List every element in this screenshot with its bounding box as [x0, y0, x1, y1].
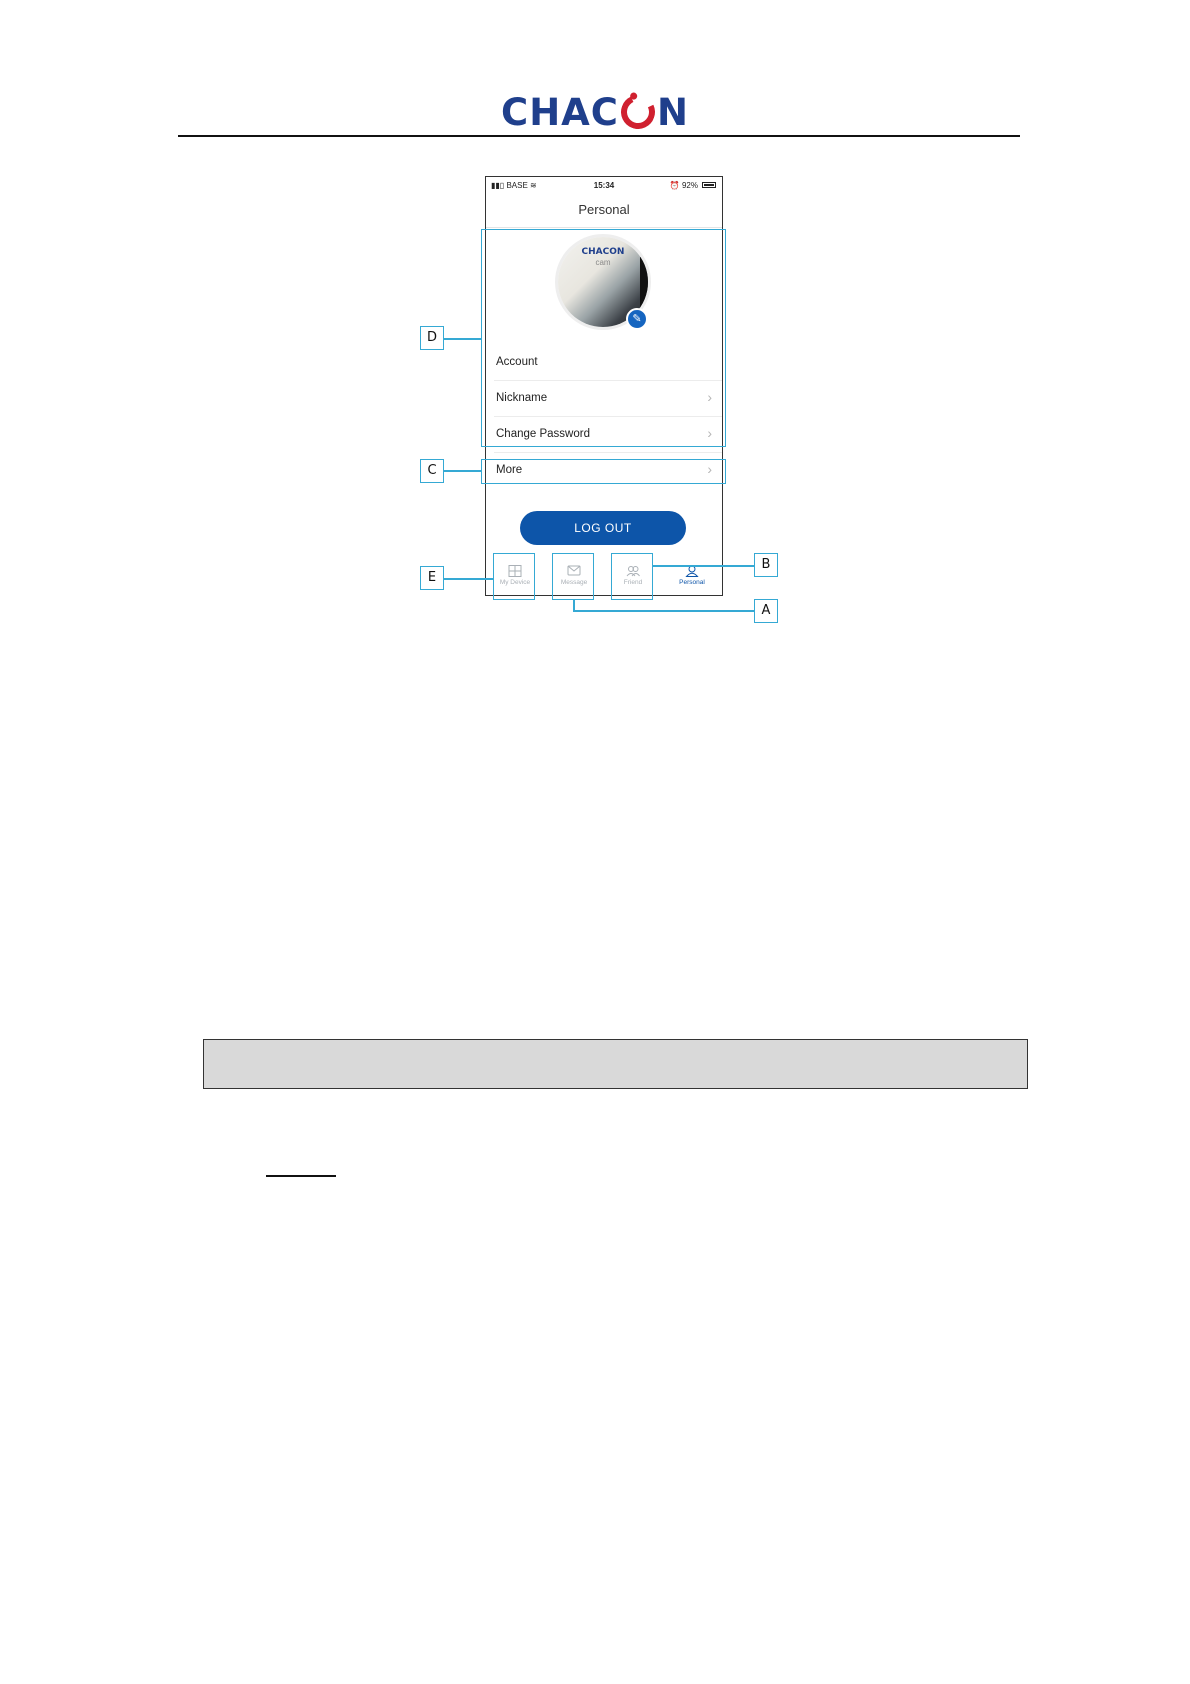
chevron-right-icon: › — [707, 425, 712, 441]
callout-a: A — [754, 599, 778, 623]
chevron-right-icon: › — [707, 461, 712, 477]
highlight-a — [552, 553, 594, 600]
more-label: More — [496, 464, 523, 476]
status-bar — [486, 177, 722, 193]
change-password-label: Change Password — [496, 428, 590, 440]
leader-line-b — [653, 565, 754, 567]
account-label: Account — [496, 356, 538, 368]
battery-icon — [702, 182, 716, 188]
callout-c: C — [420, 459, 444, 483]
tab-label: My Device — [499, 579, 531, 586]
title-divider — [486, 227, 722, 228]
highlight-e — [493, 553, 535, 600]
person-icon — [685, 565, 699, 577]
leader-line-a-vertical — [573, 600, 575, 611]
avatar-sub-text: cam — [595, 258, 611, 267]
highlight-b — [611, 553, 653, 600]
battery-level: ⏰ 92% — [669, 181, 698, 190]
avatar-brand-text: CHACON — [581, 247, 625, 257]
tab-label: Friend — [623, 579, 643, 586]
underline-rule — [266, 1175, 336, 1177]
callout-b: B — [754, 553, 778, 577]
leader-line-e — [444, 578, 493, 580]
tab-label: Personal — [679, 579, 705, 586]
logout-button[interactable]: LOG OUT — [520, 511, 686, 545]
callout-e: E — [420, 566, 444, 590]
highlight-d — [481, 229, 726, 447]
status-time: 15:34 — [593, 181, 615, 190]
leader-line-a — [573, 610, 754, 612]
nickname-label: Nickname — [496, 392, 548, 404]
edit-pencil-icon[interactable]: ✎ — [626, 308, 648, 330]
leader-line-c — [444, 470, 481, 472]
page-title: Personal — [578, 202, 630, 217]
tab-label: Message — [560, 579, 588, 586]
chacon-logo: CHAC N — [501, 91, 689, 134]
carrier-label: ▮▮▯ BASE ≋ — [491, 181, 537, 190]
leader-line-d — [444, 338, 481, 340]
chevron-right-icon: › — [707, 389, 712, 405]
highlight-c — [481, 459, 726, 484]
callout-d: D — [420, 326, 444, 350]
header-divider — [178, 135, 1020, 137]
note-box — [203, 1039, 1028, 1089]
